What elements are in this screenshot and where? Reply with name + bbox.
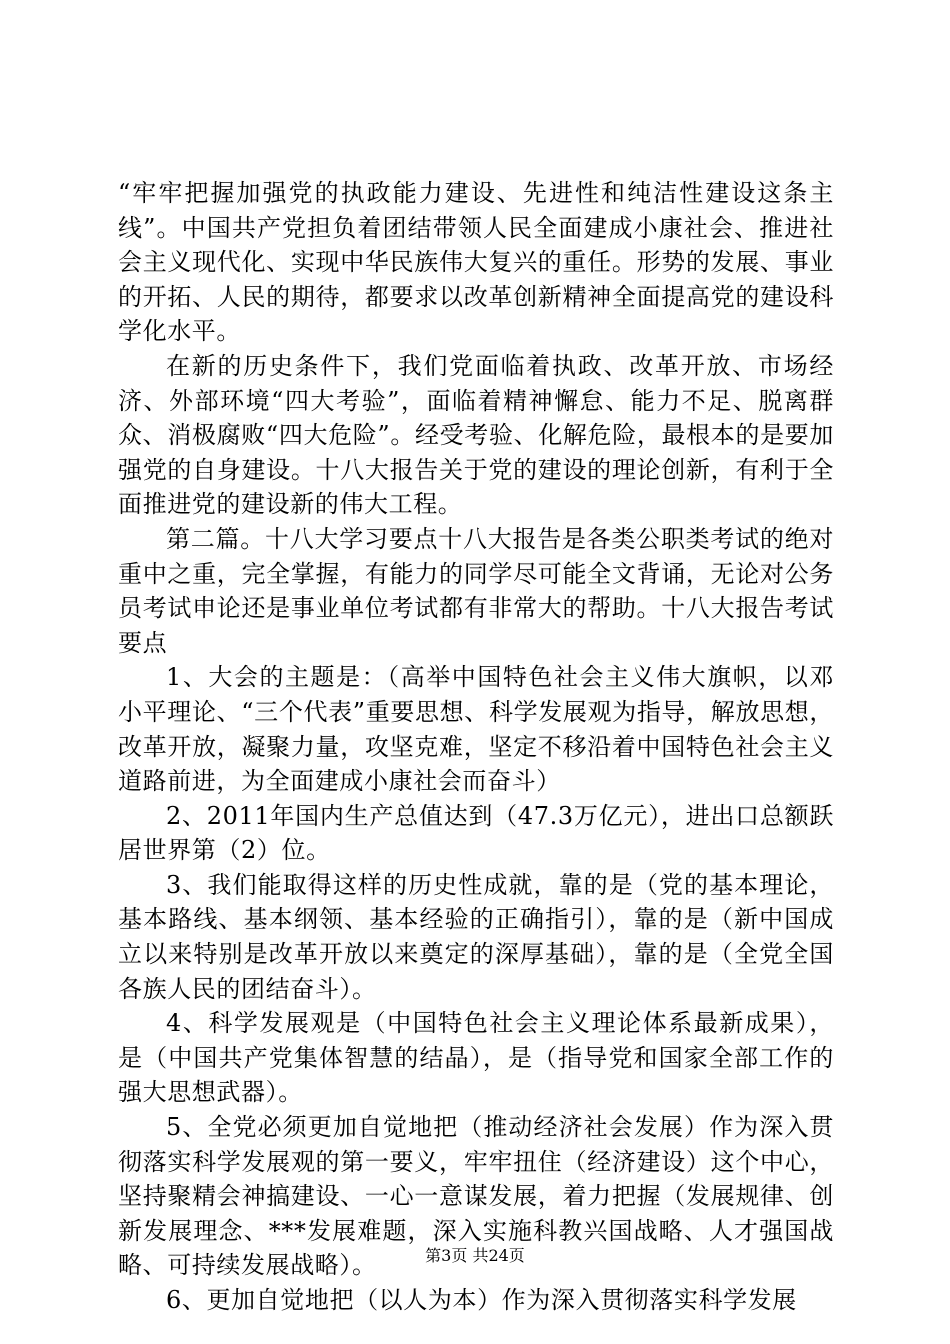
- paragraph-1: “牢牢把握加强党的执政能力建设、先进性和纯洁性建设这条主线”。中国共产党担负着团结带领人民全面建成小康社会、推进社会主义现代化、实现中华民族伟大复兴的重任。形势的发展、事业的开拓、人民的期待，都要求以改革创新精神全面提高党的建设科学化水平。: [118, 179, 834, 346]
- paragraph-7: 4、科学发展观是（中国特色社会主义理论体系最新成果），是（中国共产党集体智慧的结晶），是（指导党和国家全部工作的强大思想武器）。: [118, 1009, 834, 1107]
- page-number-label: 第3页 共24页: [425, 1246, 525, 1265]
- document-body: [118, 176, 834, 1318]
- page-footer: [0, 1246, 950, 1266]
- paragraph-9: 6、更加自觉地把（以人为本）作为深入贯彻落实科学发展: [166, 1286, 797, 1314]
- paragraph-3: 第二篇。十八大学习要点十八大报告是各类公职类考试的绝对重中之重，完全掌握，有能力的同学尽可能全文背诵，无论对公务员考试申论还是事业单位考试都有非常大的帮助。十八大报告考试要点: [118, 524, 834, 657]
- paragraph-8: 5、全党必须更加自觉地把（推动经济社会发展）作为深入贯彻落实科学发展观的第一要义，牢牢扭住（经济建设）这个中心，坚持聚精会神搞建设、一心一意谋发展，着力把握（发展规律、创新发展理念、***发展难题，深入实施科教兴国战略、人才强国战略、可持续发展战略）。: [118, 1113, 834, 1280]
- paragraph-6: 3、我们能取得这样的历史性成就，靠的是（党的基本理论，基本路线、基本纲领、基本经验的正确指引），靠的是（新中国成立以来特别是改革开放以来奠定的深厚基础），靠的是（全党全国各族人民的团结奋斗）。: [118, 870, 834, 1003]
- paragraph-5: 2、2011年国内生产总值达到（47.3万亿元），进出口总额跃居世界第（2）位。: [118, 801, 834, 865]
- paragraph-4: 1、大会的主题是：（高举中国特色社会主义伟大旗帜，以邓小平理论、“三个代表”重要思想、科学发展观为指导，解放思想，改革开放，凝聚力量，攻坚克难，坚定不移沿着中国特色社会主义道路前进，为全面建成小康社会而奋斗）: [118, 663, 834, 796]
- paragraph-2: 在新的历史条件下，我们党面临着执政、改革开放、市场经济、外部环境“四大考验”，面临着精神懈怠、能力不足、脱离群众、消极腐败“四大危险”。经受考验、化解危险，最根本的是要加强党的自身建设。十八大报告关于党的建设的理论创新，有利于全面推进党的建设新的伟大工程。: [118, 351, 834, 519]
